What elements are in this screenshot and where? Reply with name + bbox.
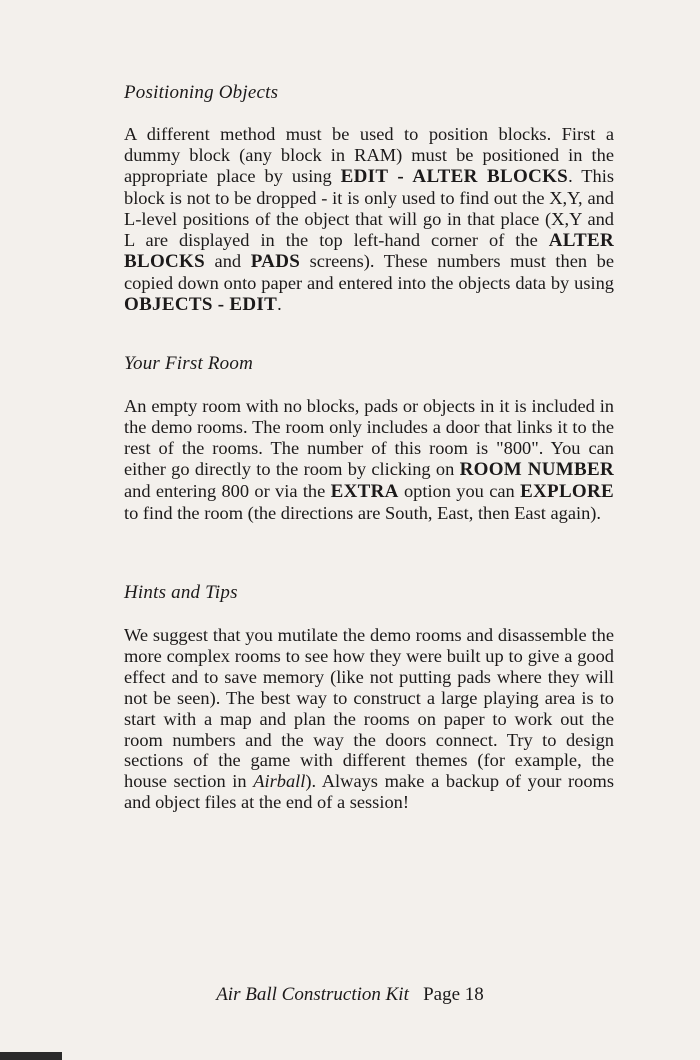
body-text: A different method must be used to position blocks. First a dummy block (any block in RAM) must be positioned in the appropriate place by using — [124, 124, 614, 186]
page-footer — [0, 984, 700, 1006]
body-text: to find the room (the directions are South, East, then East again). — [124, 502, 602, 523]
bold-term: ALTER BLOCKS — [124, 229, 614, 273]
body-text: . — [277, 294, 282, 315]
italic-term: Airball — [253, 771, 306, 792]
bold-term: EXTRA — [330, 480, 399, 502]
section-body — [124, 625, 614, 813]
scan-edge-mark — [0, 1052, 62, 1060]
body-text: and entering 800 or via the — [124, 480, 331, 501]
body-text: ). Always make a backup of your rooms and object files at the end of a session! — [124, 771, 614, 813]
page-number: Page 18 — [423, 984, 484, 1005]
section-heading: Your First Room — [124, 353, 253, 374]
body-text: . This block is not to be dropped - it is only used to find out the X,Y, and L-level positions of the object that will go in that place (X,Y and L are displayed in the top left-hand corner of the — [124, 165, 614, 250]
bold-term: PADS — [250, 251, 301, 273]
body-text: We suggest that you mutilate the demo rooms and disassemble the more complex rooms to see how they were built up to give a good effect and to save memory (like not putting pads where they will not be seen). The best way to construct a large playing area is to start with a map and plan the rooms on paper to work out the room numbers and the way the doors connect. Try to design sections of the game with different themes (for example, the house section in — [124, 625, 614, 792]
body-text: option you can — [398, 480, 521, 501]
bold-term: EDIT - ALTER BLOCKS — [340, 165, 569, 187]
bold-term: ROOM NUMBER — [459, 458, 614, 480]
section-body — [124, 124, 614, 316]
footer-spacer — [414, 984, 419, 1005]
section-heading: Hints and Tips — [124, 582, 238, 603]
footer-title: Air Ball Construction Kit — [216, 984, 409, 1005]
bold-term: EXPLORE — [520, 480, 615, 502]
body-text: screens). These numbers must then be copied down onto paper and entered into the objects data by using — [124, 251, 615, 294]
body-text: and — [205, 251, 251, 272]
body-text: An empty room with no blocks, pads or objects in it is included in the demo rooms. The room only includes a door that links it to the rest of the rooms. The number of this room is "800". You can either go directly to the room by clicking on — [124, 396, 614, 479]
section-heading: Positioning Objects — [124, 82, 279, 103]
section-body — [124, 396, 614, 523]
bold-term: OBJECTS - EDIT — [124, 294, 278, 316]
